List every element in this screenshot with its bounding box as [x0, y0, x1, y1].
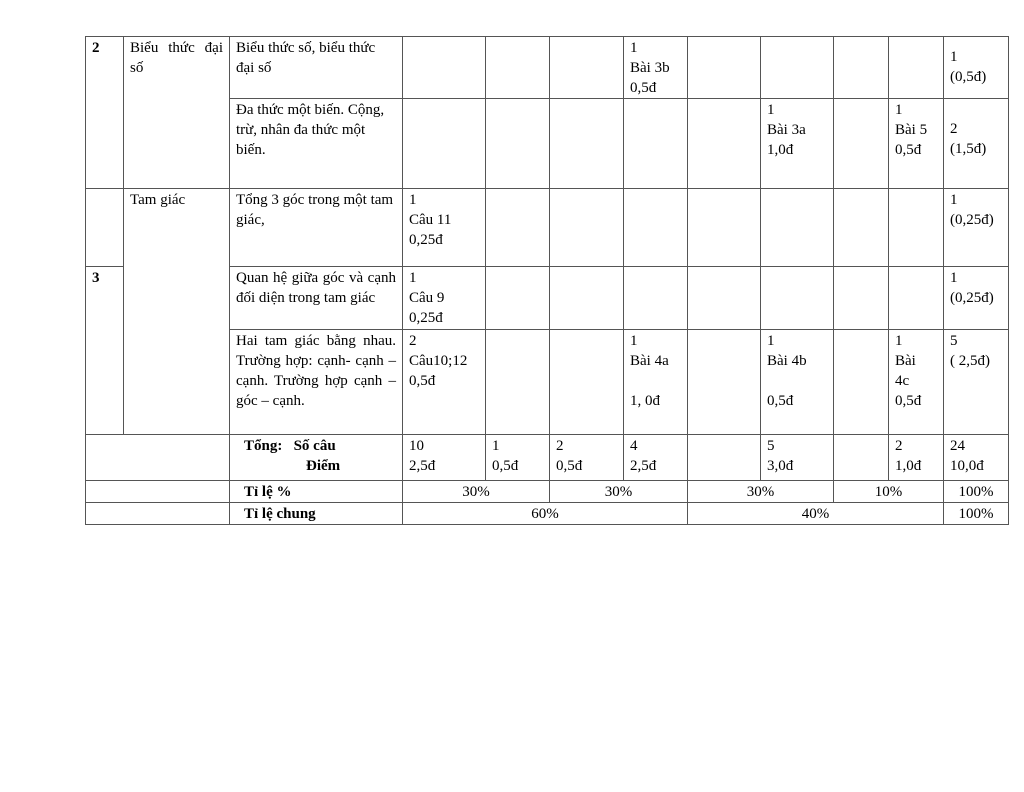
sum-vd-tl: 5 3,0đ: [761, 435, 834, 481]
tong-label: Tổng:: [244, 438, 283, 454]
sum-th-tl: 4 2,5đ: [624, 435, 688, 481]
general-ratio-label: Tỉ lệ chung: [230, 503, 403, 525]
topic-number-empty: [86, 189, 124, 267]
nb-tn-cell: 1 Câu 9 0,25đ: [403, 267, 486, 330]
table-row: [86, 189, 1009, 267]
vd-tl-cell: 1 Bài 4b 0,5đ: [761, 330, 834, 435]
vdc-tl-cell: [889, 37, 944, 99]
general-ratio-group1: 60%: [403, 503, 688, 525]
general-ratio-blank: [86, 503, 230, 525]
nb-tn-cell: [403, 37, 486, 99]
th-tl-cell: [624, 99, 688, 189]
nb-tn-cell: 1 Câu 11 0,25đ: [403, 189, 486, 267]
vdc-tl-cell: [889, 189, 944, 267]
vdc-tl-cell: 1 Bài 4c 0,5đ: [889, 330, 944, 435]
ratio-th: 30%: [550, 481, 688, 503]
topic-name-text: Biểu thức đại số: [130, 40, 223, 76]
th-tn-cell: [550, 267, 624, 330]
sum-vdc-tn: [834, 435, 889, 481]
sum-total: 24 10,0đ: [944, 435, 1009, 481]
total-cell: 1 (0,5đ): [944, 37, 1009, 99]
content-cell: Quan hệ giữa góc và cạnh đối diện trong tam giác: [230, 267, 403, 330]
th-tl-cell: [624, 189, 688, 267]
vdc-tn-cell: [834, 37, 889, 99]
vd-tn-cell: [688, 189, 761, 267]
th-tn-cell: [550, 330, 624, 435]
nb-tl-cell: [486, 99, 550, 189]
nb-tl-cell: [486, 267, 550, 330]
ratio-vdc: 10%: [834, 481, 944, 503]
vd-tn-cell: [688, 37, 761, 99]
ratio-vd: 30%: [688, 481, 834, 503]
so-cau-label: Số câu: [293, 438, 336, 454]
topic-number: 2: [86, 37, 124, 189]
vdc-tn-cell: [834, 330, 889, 435]
nb-tn-cell: [403, 99, 486, 189]
vdc-tl-cell: 1 Bài 5 0,5đ: [889, 99, 944, 189]
vdc-tn-cell: [834, 99, 889, 189]
total-cell: 1 (0,25đ): [944, 267, 1009, 330]
general-ratio-total: 100%: [944, 503, 1009, 525]
content-cell: Tổng 3 góc trong một tam giác,: [230, 189, 403, 267]
th-tn-cell: [550, 99, 624, 189]
sum-th-tn: 2 0,5đ: [550, 435, 624, 481]
content-cell: Hai tam giác bằng nhau. Trường hợp: cạnh- cạnh – cạnh. Trường hợp cạnh – góc – cạnh.: [230, 330, 403, 435]
th-tn-cell: [550, 189, 624, 267]
exam-matrix-table: [85, 36, 1009, 525]
general-ratio-row: [86, 503, 1009, 525]
total-cell: 1 (0,25đ): [944, 189, 1009, 267]
general-ratio-group2: 40%: [688, 503, 944, 525]
vdc-tl-cell: [889, 267, 944, 330]
ratio-total: 100%: [944, 481, 1009, 503]
sum-vd-tn: [688, 435, 761, 481]
topic-number: 3: [86, 267, 124, 435]
vd-tl-cell: 1 Bài 3a 1,0đ: [761, 99, 834, 189]
topic-name: Tam giác: [124, 189, 230, 435]
ratio-label: Tỉ lệ %: [230, 481, 403, 503]
topic-name: [124, 37, 230, 189]
vd-tl-cell: [761, 267, 834, 330]
ratio-nb: 30%: [403, 481, 550, 503]
vdc-tn-cell: [834, 267, 889, 330]
ratio-blank: [86, 481, 230, 503]
nb-tl-cell: [486, 189, 550, 267]
th-tn-cell: [550, 37, 624, 99]
total-cell: 2 (1,5đ): [944, 99, 1009, 189]
diem-label: Điểm: [306, 458, 341, 474]
sum-nb-tl: 1 0,5đ: [486, 435, 550, 481]
table-row: [86, 37, 1009, 99]
ratio-row: [86, 481, 1009, 503]
summary-label: [230, 435, 403, 481]
vdc-tn-cell: [834, 189, 889, 267]
vd-tn-cell: [688, 99, 761, 189]
summary-label-line1: [244, 436, 396, 456]
sum-vdc-tl: 2 1,0đ: [889, 435, 944, 481]
th-tl-cell: 1 Bài 4a 1, 0đ: [624, 330, 688, 435]
summary-row: [86, 435, 1009, 481]
vd-tn-cell: [688, 267, 761, 330]
vd-tl-cell: [761, 189, 834, 267]
vd-tl-cell: [761, 37, 834, 99]
th-tl-cell: [624, 267, 688, 330]
nb-tl-cell: [486, 37, 550, 99]
content-cell: Biểu thức số, biểu thức đại số: [230, 37, 403, 99]
th-tl-cell: 1 Bài 3b 0,5đ: [624, 37, 688, 99]
total-cell: 5 ( 2,5đ): [944, 330, 1009, 435]
nb-tl-cell: [486, 330, 550, 435]
vd-tn-cell: [688, 330, 761, 435]
nb-tn-cell: 2 Câu10;12 0,5đ: [403, 330, 486, 435]
sum-nb-tn: 10 2,5đ: [403, 435, 486, 481]
content-cell: Đa thức một biến. Cộng, trừ, nhân đa thức một biến.: [230, 99, 403, 189]
summary-blank: [86, 435, 230, 481]
